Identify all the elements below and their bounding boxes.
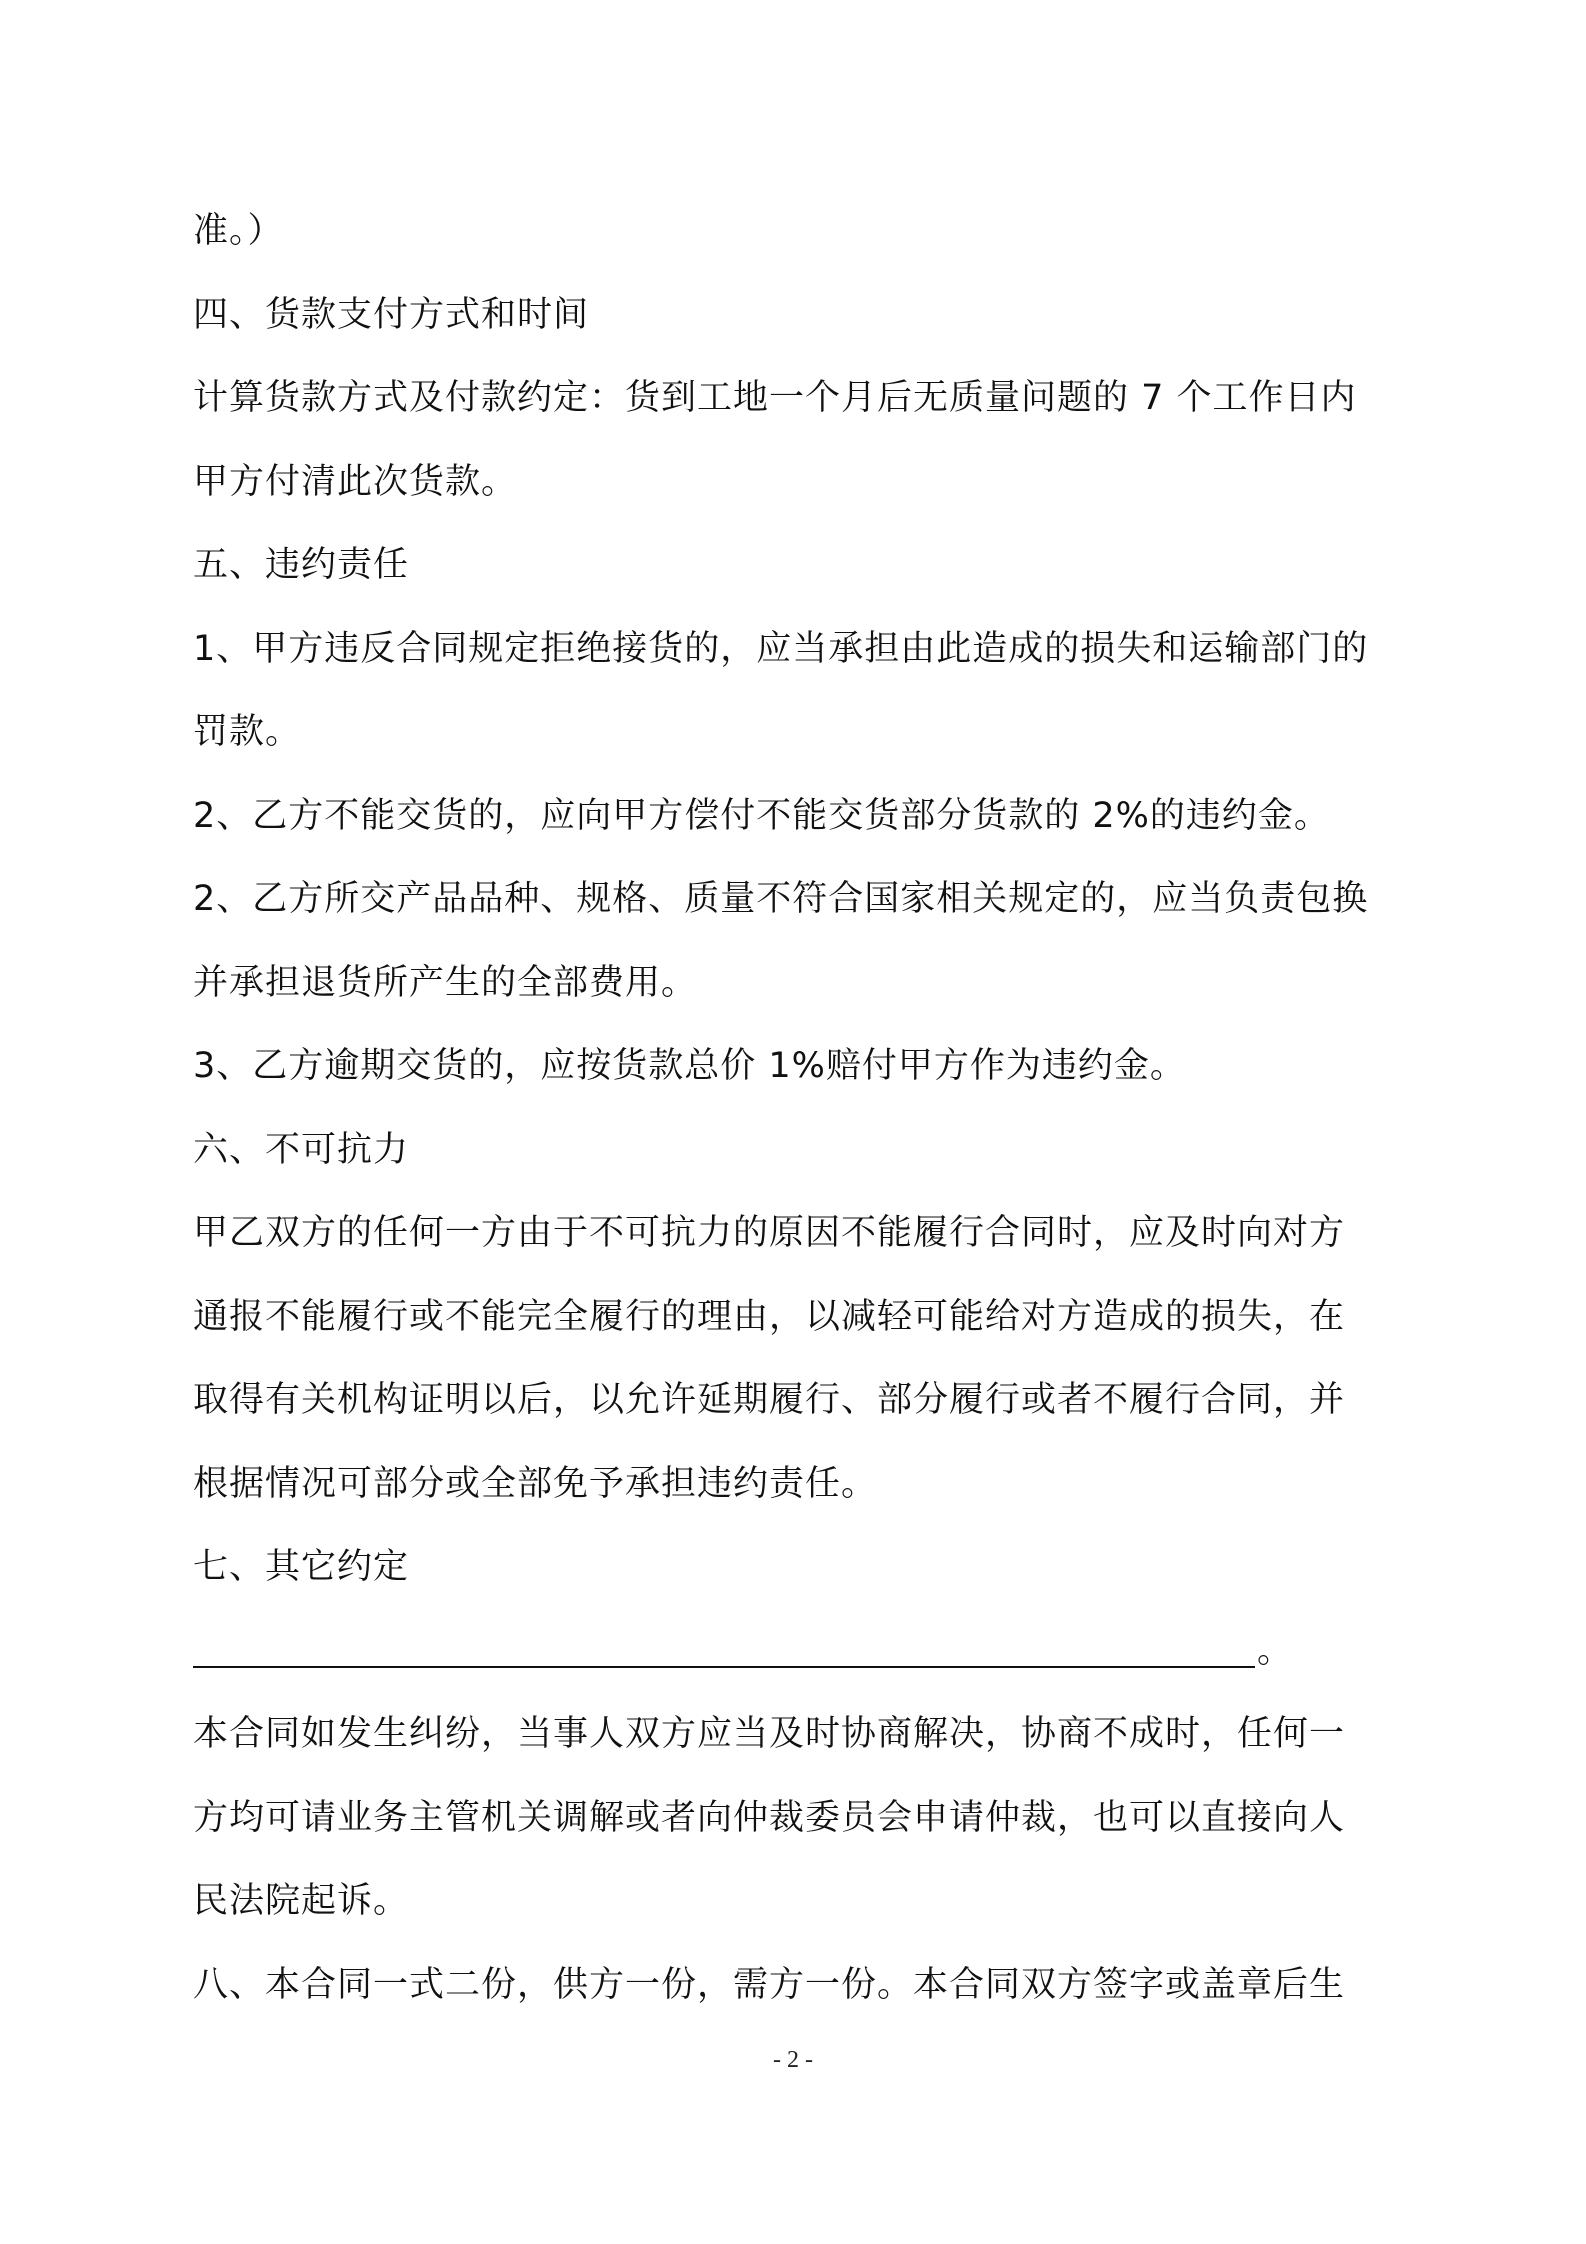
- page-number: - 2 -: [773, 2047, 813, 2073]
- text-line: 方均可请业务主管机关调解或者向仲裁委员会申请仲裁，也可以直接向人: [193, 1797, 1346, 1838]
- text-line: 甲方付清此次货款。: [193, 461, 518, 502]
- blank-line-end-mark: 。: [1257, 1630, 1293, 1671]
- section-heading-payment: 四、货款支付方式和时间: [193, 294, 590, 335]
- text-line: 准。）: [193, 211, 284, 251]
- text-line: 本合同如发生纠纷，当事人双方应当及时协商解决，协商不成时，任何一: [193, 1714, 1346, 1754]
- text-line: 通报不能履行或不能完全履行的理由，以减轻可能给对方造成的损失，在: [193, 1296, 1346, 1337]
- fill-in-blank-row: [193, 1610, 1413, 1694]
- text-line: 计算货款方式及付款约定：货到工地一个月后无质量问题的 7 个工作日内: [193, 378, 1357, 418]
- section-heading-liability: 五、违约责任: [193, 545, 410, 585]
- section-heading-copies: 八、本合同一式二份，供方一份，需方一份。本合同双方签字或盖章后生: [193, 1964, 1346, 2005]
- text-line: 罚款。: [193, 712, 302, 752]
- section-heading-force-majeure: 六、不可抗力: [193, 1129, 410, 1170]
- text-line: 1、甲方违反合同规定拒绝接货的，应当承担由此造成的损失和运输部门的: [193, 628, 1369, 669]
- section-heading-other-terms: 七、其它约定: [193, 1547, 410, 1587]
- text-line: 2、乙方所交产品品种、规格、质量不符合国家相关规定的，应当负责包换: [193, 879, 1369, 919]
- text-line: 2、乙方不能交货的，应向甲方偿付不能交货部分货款的 2%的违约金。: [193, 795, 1330, 836]
- text-line: 3、乙方逾期交货的，应按货款总价 1%赔付甲方作为违约金。: [193, 1046, 1186, 1086]
- text-line: 并承担退货所产生的全部费用。: [193, 962, 698, 1003]
- text-line: 民法院起诉。: [193, 1881, 410, 1921]
- text-line: 取得有关机构证明以后，以允许延期履行、部分履行或者不履行合同，并: [193, 1380, 1346, 1420]
- document-body: [193, 190, 1413, 2027]
- text-line: 甲乙双方的任何一方由于不可抗力的原因不能履行合同时，应及时向对方: [193, 1213, 1346, 1253]
- fill-in-blank-underline: [193, 1666, 1255, 1668]
- text-line: 根据情况可部分或全部免予承担违约责任。: [193, 1463, 878, 1504]
